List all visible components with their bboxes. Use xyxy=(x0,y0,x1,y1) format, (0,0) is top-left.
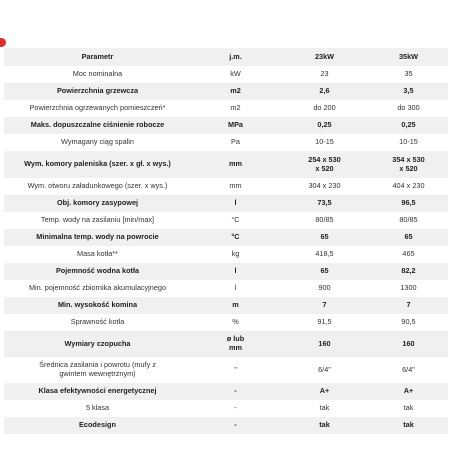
param-unit: kW xyxy=(191,66,280,83)
param-name: Powierzchnia ogrzewanych pomieszczeń* xyxy=(4,100,191,117)
value-35kw: 404 x 230 xyxy=(369,178,448,195)
value-35kw: 7 xyxy=(369,297,448,314)
param-name: Powierzchnia grzewcza xyxy=(4,83,191,100)
table-row xyxy=(4,417,448,434)
table-row xyxy=(4,280,448,297)
param-unit: - xyxy=(191,383,280,400)
brand-logo-mark xyxy=(0,38,6,47)
param-unit: mm xyxy=(191,178,280,195)
table-row xyxy=(4,178,448,195)
value-23kw: 160 xyxy=(280,331,369,357)
table-row xyxy=(4,314,448,331)
value-35kw: 80/85 xyxy=(369,212,448,229)
value-23kw: 91,5 xyxy=(280,314,369,331)
table-row xyxy=(4,297,448,314)
param-name: Min. pojemność zbiornika akumulacyjnego xyxy=(4,280,191,297)
param-unit: m2 xyxy=(191,83,280,100)
value-35kw: tak xyxy=(369,417,448,434)
value-23kw: 2,6 xyxy=(280,83,369,100)
table-body xyxy=(4,66,448,434)
value-35kw: 465 xyxy=(369,246,448,263)
param-unit: MPa xyxy=(191,117,280,134)
value-23kw: 65 xyxy=(280,229,369,246)
value-23kw: 0,25 xyxy=(280,117,369,134)
header-unit: j.m. xyxy=(191,48,280,66)
param-name: Ecodesign xyxy=(4,417,191,434)
value-35kw: do 300 xyxy=(369,100,448,117)
param-unit: Pa xyxy=(191,134,280,151)
value-23kw: tak xyxy=(280,417,369,434)
value-23kw: do 200 xyxy=(280,100,369,117)
table-row xyxy=(4,212,448,229)
param-unit: mm xyxy=(191,151,280,178)
param-unit: °C xyxy=(191,229,280,246)
param-unit: - xyxy=(191,417,280,434)
value-35kw: 90,5 xyxy=(369,314,448,331)
param-unit: m2 xyxy=(191,100,280,117)
table-header-row xyxy=(4,48,448,66)
table-row xyxy=(4,83,448,100)
value-23kw: 10-15 xyxy=(280,134,369,151)
param-name: Minimalna temp. wody na powrocie xyxy=(4,229,191,246)
value-35kw: tak xyxy=(369,400,448,417)
table-row xyxy=(4,246,448,263)
param-name: Min. wysokość komina xyxy=(4,297,191,314)
value-23kw: 73,5 xyxy=(280,195,369,212)
value-23kw: 6/4" xyxy=(280,357,369,383)
header-35kw: 35kW xyxy=(369,48,448,66)
param-name: Wymiary czopucha xyxy=(4,331,191,357)
param-unit: m xyxy=(191,297,280,314)
value-35kw: 1300 xyxy=(369,280,448,297)
param-unit: kg xyxy=(191,246,280,263)
value-23kw: 418,5 xyxy=(280,246,369,263)
param-unit: % xyxy=(191,314,280,331)
param-name: Obj. komory zasypowej xyxy=(4,195,191,212)
table-row xyxy=(4,195,448,212)
param-unit: " xyxy=(191,357,280,383)
value-35kw: 0,25 xyxy=(369,117,448,134)
param-unit: °C xyxy=(191,212,280,229)
value-35kw: 35 xyxy=(369,66,448,83)
value-35kw: 10-15 xyxy=(369,134,448,151)
table-row xyxy=(4,400,448,417)
value-23kw: 80/85 xyxy=(280,212,369,229)
table-row xyxy=(4,229,448,246)
param-name: Wym. komory paleniska (szer. x gł. x wys.) xyxy=(4,151,191,178)
value-23kw: tak xyxy=(280,400,369,417)
specification-table xyxy=(4,48,448,434)
param-name: Średnica zasilania i powrotu (mufy z gwintem wewnętrznym) xyxy=(4,357,191,383)
value-23kw: 65 xyxy=(280,263,369,280)
table-row xyxy=(4,357,448,383)
param-name: Wymagany ciąg spalin xyxy=(4,134,191,151)
table-row xyxy=(4,151,448,178)
header-23kw: 23kW xyxy=(280,48,369,66)
table-row xyxy=(4,66,448,83)
value-35kw: 160 xyxy=(369,331,448,357)
param-name: Maks. dopuszczalne ciśnienie robocze xyxy=(4,117,191,134)
value-35kw: 6/4" xyxy=(369,357,448,383)
table-row xyxy=(4,263,448,280)
param-name: Klasa efektywności energetycznej xyxy=(4,383,191,400)
table-row xyxy=(4,331,448,357)
param-name: Moc nominalna xyxy=(4,66,191,83)
param-unit: - xyxy=(191,400,280,417)
value-23kw: 900 xyxy=(280,280,369,297)
value-35kw: 96,5 xyxy=(369,195,448,212)
value-23kw: 23 xyxy=(280,66,369,83)
param-unit: ø lub mm xyxy=(191,331,280,357)
value-35kw: 3,5 xyxy=(369,83,448,100)
param-name: Pojemność wodna kotła xyxy=(4,263,191,280)
param-name: Wym. otworu załadunkowego (szer. x wys.) xyxy=(4,178,191,195)
value-23kw: 304 x 230 xyxy=(280,178,369,195)
param-name: Sprawność kotła xyxy=(4,314,191,331)
param-name: 5 klasa xyxy=(4,400,191,417)
param-name: Temp. wody na zasilaniu [min/max] xyxy=(4,212,191,229)
value-23kw: 254 x 530 x 520 xyxy=(280,151,369,178)
value-35kw: 65 xyxy=(369,229,448,246)
table-row xyxy=(4,383,448,400)
param-unit: l xyxy=(191,280,280,297)
table-row xyxy=(4,134,448,151)
value-35kw: 82,2 xyxy=(369,263,448,280)
param-name: Masa kotła** xyxy=(4,246,191,263)
value-23kw: 7 xyxy=(280,297,369,314)
table-row xyxy=(4,117,448,134)
param-unit: l xyxy=(191,195,280,212)
value-35kw: 354 x 530 x 520 xyxy=(369,151,448,178)
param-unit: l xyxy=(191,263,280,280)
value-23kw: A+ xyxy=(280,383,369,400)
header-parametr: Parametr xyxy=(4,48,191,66)
value-35kw: A+ xyxy=(369,383,448,400)
table-row xyxy=(4,100,448,117)
